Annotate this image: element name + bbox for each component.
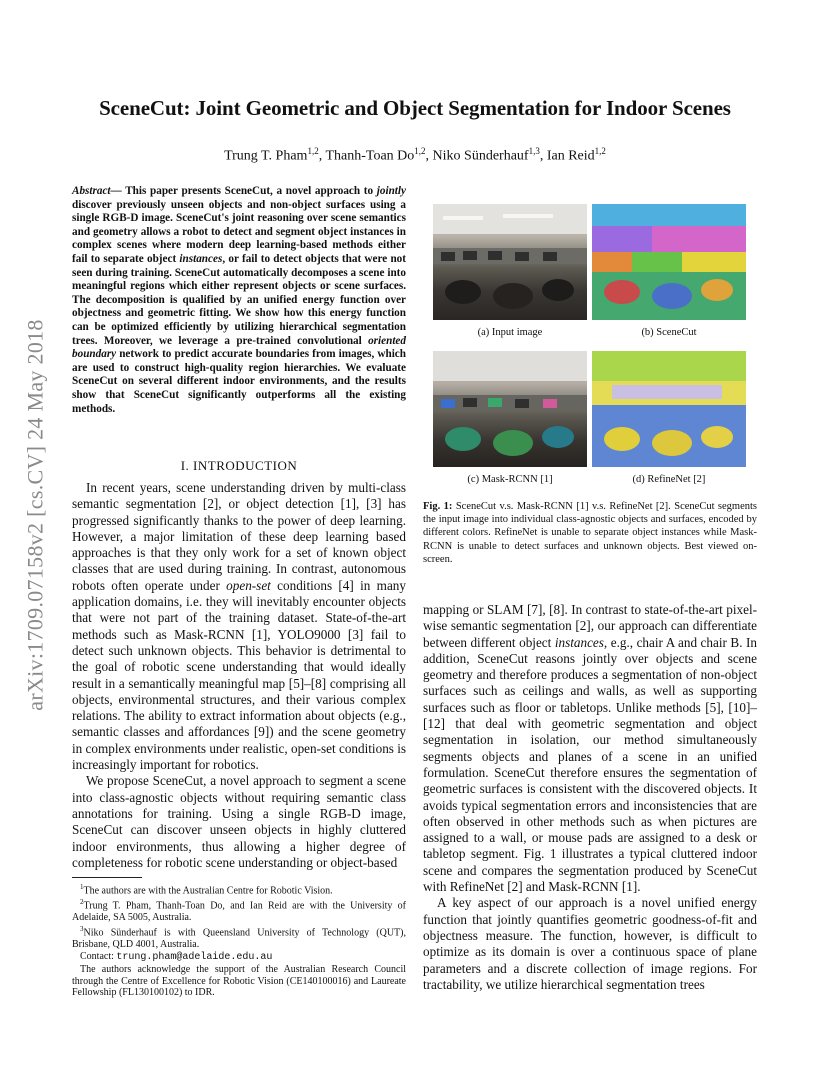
footnote: The authors acknowledge the support of the Australian Research Council through the Centre of Excellence for Robotic Vision (CE140100016) and Laureate Fellowship (FL130100102) to IDR. (72, 963, 406, 999)
figure-mask-rcnn-result (433, 351, 587, 467)
author-list: Trung T. Pham$^{1,2}$, Thanh-Toan Do$^{1,2}$, Niko Sünderhauf$^{1,3}$, Ian Reid$^{1,2}$ (224, 146, 606, 164)
abstract-text: , or fail to detect objects that were not seen during training. SceneCut automatically decomposes a scene into meaningful regions which either represent objects or scene surfaces. The decomposition is qualified by an unified energy function over objectness and geometric fitting. We show how this energy function can be optimized efficiently by utilizing hierarchical segmentation trees. Moreover, we leverage a pre-trained convolutional (72, 252, 406, 347)
footnote (72, 897, 406, 924)
abstract (72, 185, 406, 416)
subfigure-caption: (a) Input image (477, 327, 543, 338)
figure-caption (423, 500, 757, 566)
author-name: Trung T. Pham (224, 148, 308, 164)
author-affiliation: 1,2 (414, 146, 426, 156)
author-affiliation: 1,2 (594, 146, 606, 156)
author-affiliation: 1,2 (307, 146, 319, 156)
office-scene-illustration (433, 204, 587, 320)
abstract-text: This paper presents SceneCut, a novel approach to (125, 185, 377, 197)
paper-title: SceneCut: Joint Geometric and Object Segmentation for Indoor Scenes (99, 96, 731, 120)
author-name: Ian Reid (546, 148, 595, 164)
footnote-mark: 1 (80, 883, 84, 891)
figure-scenecut-result (592, 204, 746, 320)
footnote-mark: 3 (80, 925, 84, 934)
abstract-text: discover previously unseen objects and non-object surfaces using a single RGB-D image. SceneCut's joint reasoning over scene semantics and geometry allows a robot to detect and segment object instances in complex scenes where modern deep learning-based methods either fail to separate object (72, 198, 406, 265)
figure-label: Fig. 1: (423, 501, 453, 512)
abstract-text: network to predict accurate boundaries from images, which are used to construct high-quality region hierarchies. We evaluate SceneCut on several different indoor environments, and the results show that SceneCut significantly outperforms all the existing methods. (72, 348, 406, 415)
paragraph-text: mapping or SLAM [7], [8]. In contrast to state-of-the-art pixel-wise semantic segmentation [2], our approach can differentiate between different object (423, 602, 757, 650)
arxiv-stamp (22, 270, 50, 760)
contact-email: trung.pham@adelaide.edu.au (116, 951, 273, 963)
footnote (72, 951, 406, 964)
emphasis: instances (554, 634, 604, 650)
segmentation-illustration (592, 204, 746, 320)
detection-illustration (433, 351, 587, 467)
author-name: Niko Sünderhauf (432, 148, 529, 164)
footnote-text: The authors are with the Australian Centre for Robotic Vision. (83, 885, 333, 897)
abstract-emphasis: instances (179, 252, 223, 265)
footnote-text: Niko Sünderhauf is with Queensland University of Technology (QUT), Brisbane, QLD 4001, Australia. (72, 927, 406, 951)
intro-right-column (423, 602, 757, 993)
paragraph-text: In recent years, scene understanding driven by multi-class semantic segmentation [2], or object detection [1], [3] has progressed significantly thanks to the power of deep learning. However, a major limitation of these deep learning based approaches is that they only work for a set of known object classes that are used during training. In contrast, autonomous robots often operate under (72, 480, 406, 593)
footnote (72, 882, 406, 897)
section-heading: I. INTRODUCTION (180, 458, 298, 473)
abstract-label: Abstract (72, 185, 111, 197)
footnote (72, 924, 406, 951)
subfigure-caption: (c) Mask-RCNN [1] (467, 474, 553, 485)
subfigure-caption: (d) RefineNet [2] (632, 474, 706, 485)
author-affiliation: 1,3 (528, 146, 540, 156)
paragraph-text: , e.g., chair A and chair B. In addition, SceneCut reasons jointly over objects and scene geometry and therefore produces a segmentation of non-object surfaces such as ceilings and walls, as well as supporting surfaces such as floor or tabletops. Unlike methods [5], [10]–[12] that deal with geometric segmentation and object segmentation in isolation, our method simultaneously segments objects and planes of a scene in an unified formulation. SceneCut therefore ensures the segmentation of geometric surfaces is consistent with the discovered objects. It avoids typical segmentation errors and inconsistencies that are often observed in other methods such as when pictures are assigned to a wall, or mouse pads are assigned to a desk or tabletop segment. Fig. 1 illustrates a typical cluttered indoor scene and compares the segmentation produced by SceneCut with RefineNet [2] and Mask-RCNN [1]. (423, 634, 757, 895)
figure-input-image (433, 204, 587, 320)
paragraph-text: conditions [4] in many application domains, i.e. they will inevitably encounter objects that were not part of the training dataset. State-of-the-art methods such as Mask-RCNN [1], YOLO9000 [3] fail to detect such unknown objects. This behavior is detrimental to the goal of robotic scene understanding that would ideally result in a semantically meaningful map [5]–[8] comprising all objects, environmental structures, and their various complex relations. The ability to extract information about objects (e.g., semantic classes and affordances [9]) and the scene geometry in complex environments under realistic, open-set conditions is increasingly important for robotics. (72, 577, 407, 773)
emphasis: open-set (226, 577, 271, 593)
arxiv-id: arXiv:1709.07158v2 [cs.CV] 24 May 2018 (23, 319, 49, 711)
abstract-emphasis: oriented boundary (72, 334, 406, 361)
subfigure-caption: (b) SceneCut (641, 327, 697, 338)
footnote-text: Trung T. Pham, Thanh-Toan Do, and Ian Reid are with the University of Adelaide, SA 5005, Australia. (72, 900, 406, 924)
footnote-mark: 2 (80, 898, 84, 907)
paragraph (72, 480, 406, 773)
semantic-illustration (592, 351, 746, 467)
author-name: Thanh-Toan Do (325, 148, 415, 164)
figure-caption-text: SceneCut v.s. Mask-RCNN [1] v.s. RefineNet [2]. SceneCut segments the input image into individual class-agnostic objects and surfaces, encoded by different colors. RefineNet is unable to separate object instances while Mask-RCNN is unable to detect surfaces and unknown objects. Best viewed on-screen. (423, 501, 758, 565)
footnote-divider (72, 877, 142, 878)
contact-label: Contact: (80, 950, 117, 962)
paragraph (423, 602, 757, 895)
paragraph: We propose SceneCut, a novel approach to segment a scene into class-agnostic objects without requiring semantic class annotations for training. Using a single RGB-D image, SceneCut can discover unseen objects in highly cluttered indoor environments, thus allowing a higher degree of completeness for robotic scene understanding or object-based (72, 773, 406, 870)
paragraph: A key aspect of our approach is a novel unified energy function that jointly quantifies geometric goodness-of-fit and objectness measure. The function, however, is difficult to optimize as its domain is over a continuous space of plane parameters and a discrete collection of image regions. For tractability, we utilize hierarchical segmentation trees (423, 895, 757, 992)
footnotes (72, 882, 406, 999)
intro-left-column (72, 480, 406, 871)
abstract-emphasis: jointly (376, 185, 406, 197)
abstract-dash: — (110, 185, 126, 197)
figure-refinenet-result (592, 351, 746, 467)
